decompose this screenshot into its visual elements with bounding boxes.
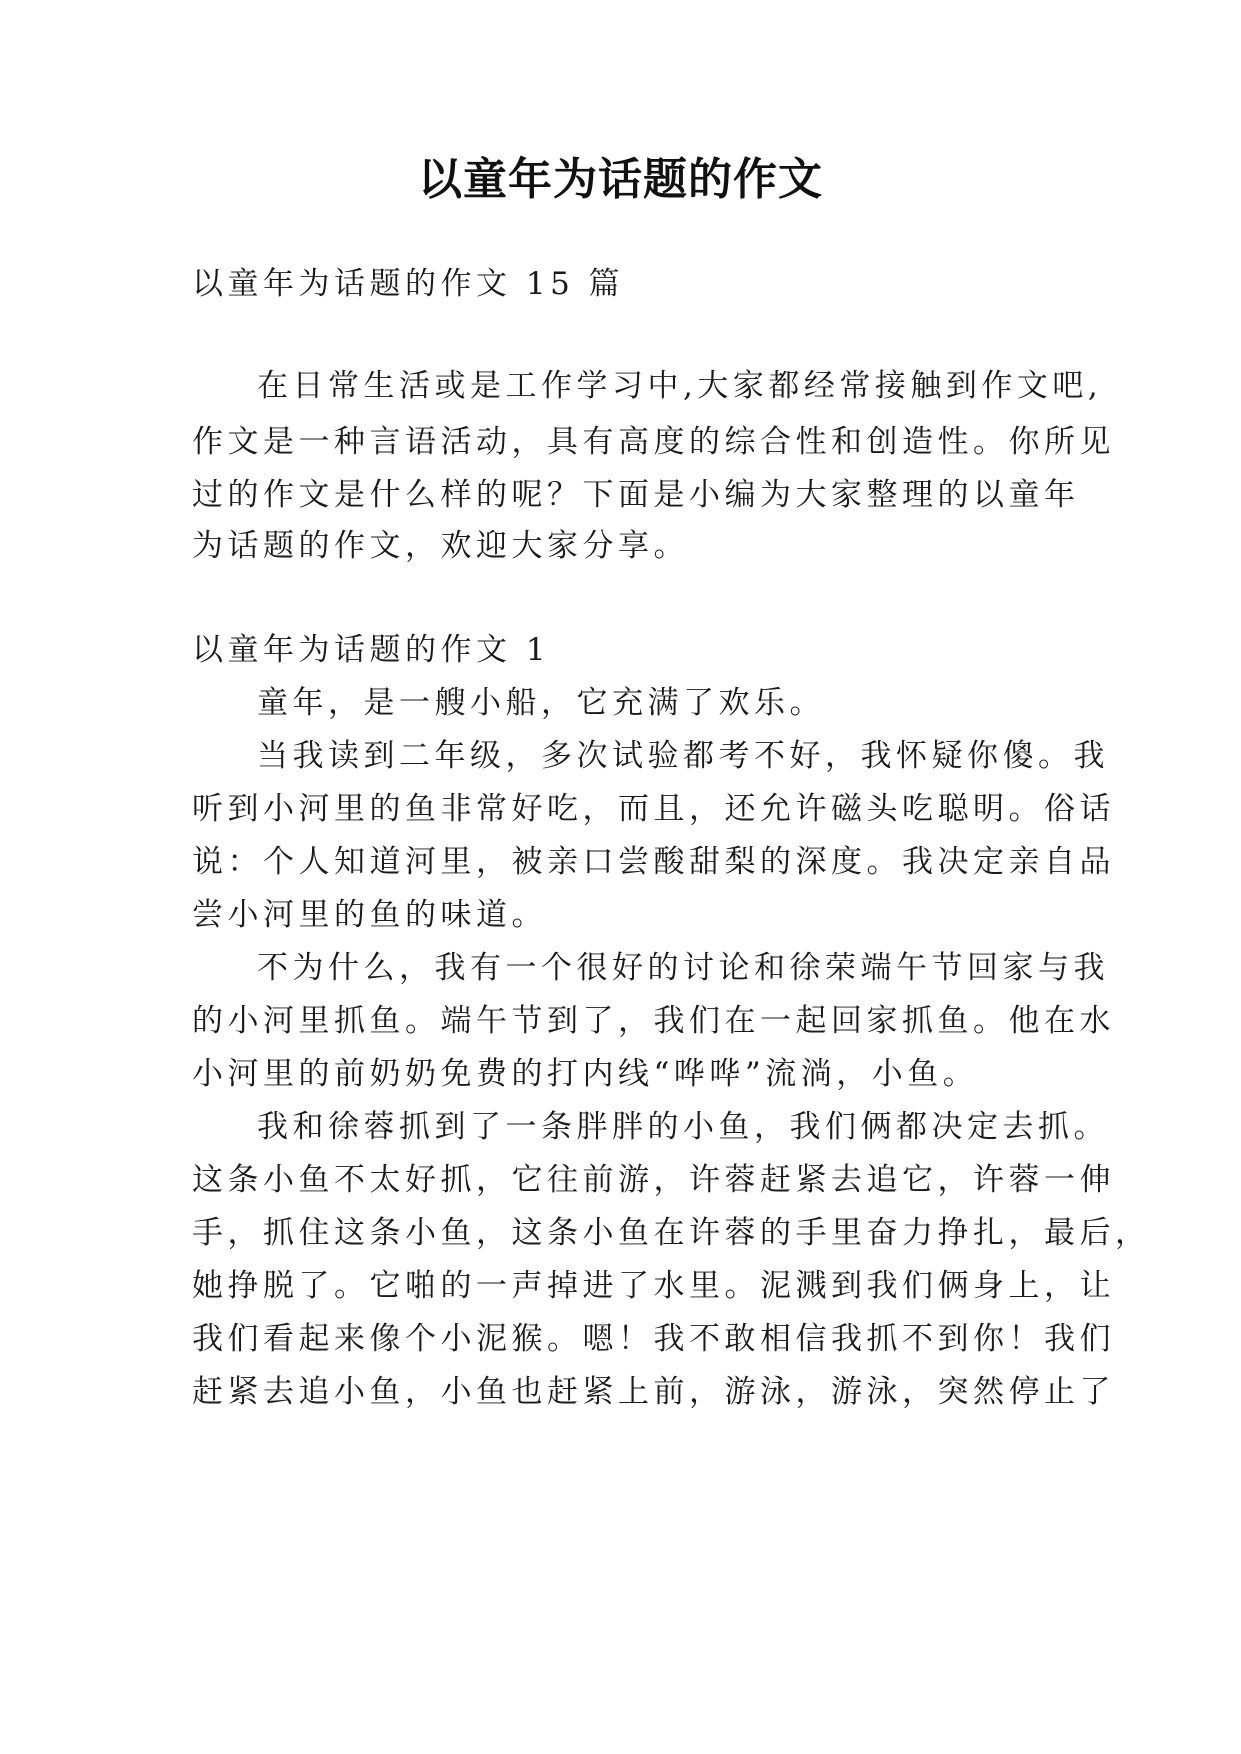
body-line: 童年，是一艘小船，它充满了欢乐。: [257, 685, 825, 721]
body-line: 听到小河里的鱼非常好吃，而且，还允许磁头吃聪明。俗话: [192, 791, 1115, 827]
document-title: 以童年为话题的作文: [418, 154, 823, 205]
body-line: 手，抓住这条小鱼，这条小鱼在许蓉的手里奋力挣扎，最后，: [192, 1215, 1151, 1251]
intro-line: 过的作文是什么样的呢？下面是小编为大家整理的以童年: [192, 477, 1080, 513]
body-line: 尝小河里的鱼的味道。: [192, 897, 547, 933]
body-line: 的小河里抓鱼。端午节到了，我们在一起回家抓鱼。他在水: [192, 1003, 1115, 1039]
body-line: 赶紧去追小鱼，小鱼也赶紧上前，游泳，游泳，突然停止了: [192, 1374, 1115, 1410]
section-heading: 以童年为话题的作文 1: [192, 632, 551, 668]
intro-line: 为话题的作文，欢迎大家分享。: [192, 528, 689, 564]
body-line: 她挣脱了。它啪的一声掉进了水里。泥溅到我们俩身上，让: [192, 1268, 1115, 1304]
body-line: 不为什么，我有一个很好的讨论和徐荣端午节回家与我: [257, 950, 1109, 986]
intro-line: 在日常生活或是工作学习中,大家都经常接触到作文吧,: [257, 368, 1103, 404]
body-line: 我和徐蓉抓到了一条胖胖的小鱼，我们俩都决定去抓。: [257, 1109, 1109, 1145]
document-subtitle: 以童年为话题的作文 15 篇: [192, 266, 625, 302]
body-line: 这条小鱼不太好抓，它往前游，许蓉赶紧去追它，许蓉一伸: [192, 1162, 1115, 1198]
body-line: 小河里的前奶奶免费的打内线“哗哗”流淌，小鱼。: [192, 1056, 979, 1092]
body-line: 当我读到二年级，多次试验都考不好，我怀疑你傻。我: [257, 738, 1109, 774]
body-line: 说：个人知道河里，被亲口尝酸甜梨的深度。我决定亲自品: [192, 844, 1115, 880]
body-line: 我们看起来像个小泥猴。嗯！我不敢相信我抓不到你！我们: [192, 1321, 1115, 1357]
intro-line: 作文是一种言语活动，具有高度的综合性和创造性。你所见: [192, 424, 1115, 460]
